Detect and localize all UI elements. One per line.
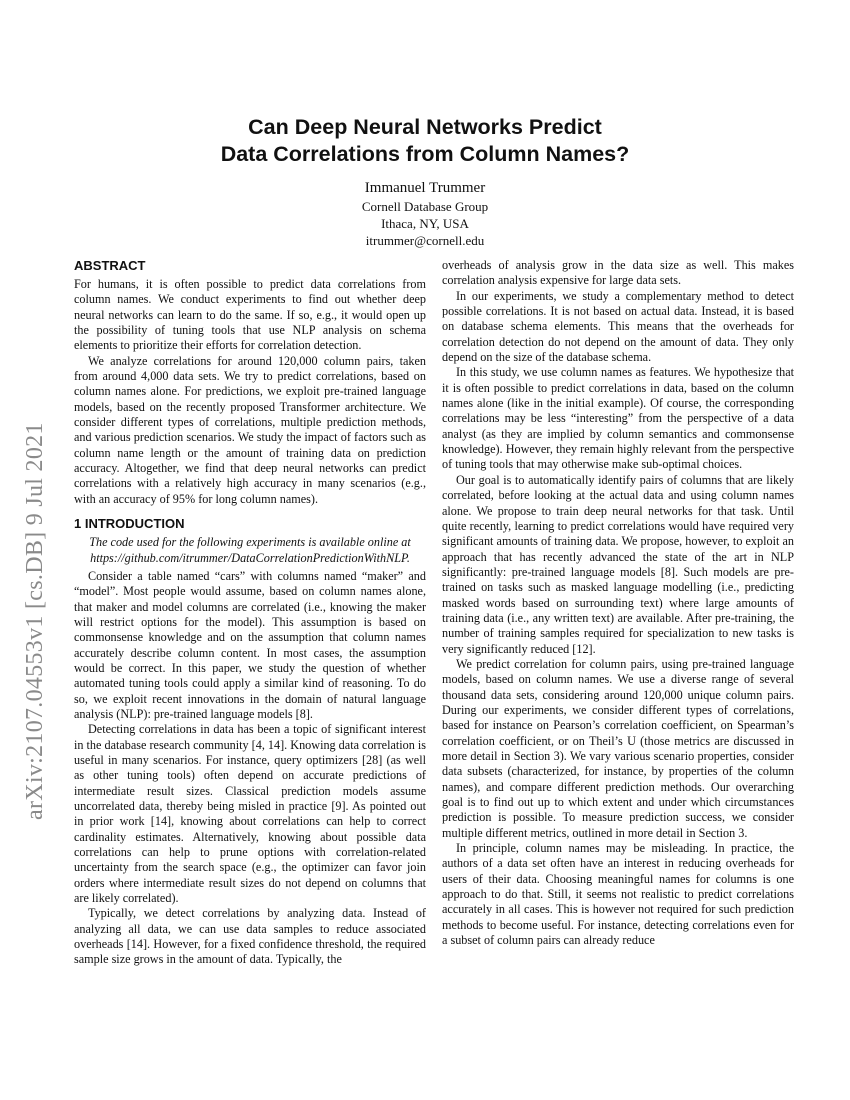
author-name: Immanuel Trummer (364, 180, 486, 196)
author-group: Cornell Database Group (361, 199, 489, 214)
left-column (74, 258, 426, 968)
title-line-2: Data Correlations from Column Names? (220, 142, 630, 166)
intro-paragraph: Detecting correlations in data has been a topic of significant interest in the database research community [4, 14]. Knowing data correlation is useful in many scenarios. For instance, query optimizers [28] (as well as other tuning tools) often depend on accurate predictions of intermediate result sizes. Classical prediction models assume uncorrelated data, thereby being misled in practice [9]. As pointed out in prior work [14], knowing about correlations can help to correct cardinality estimates. Alternatively, knowing about possible data correlations can help to prune options with correlation-related uncertainty from the search space (e.g., the optimizer can favor join orders where intermediate result sizes do not depend on columns that are likely correlated). (74, 722, 426, 906)
author-block (0, 178, 850, 249)
intro-paragraph: In this study, we use column names as features. We hypothesize that it is often possible to predict correlations in data, based on the column names alone (like in the initial example). Of course, the corresponding correlations may be less “interesting” from the perspective of a data analyst (as they are implied by column semantics and commonsense knowledge). However, they remain highly relevant from the perspective of tuning tools that may otherwise make sub-optimal choices. (442, 365, 794, 472)
intro-paragraph: In our experiments, we study a complementary method to detect possible correlations. It is not based on actual data. Instead, it is based on database schema elements. This means that the overheads for correlation detection do not depend on the amount of data. They only depend on the size of the database schema. (442, 288, 794, 365)
author-location: Ithaca, NY, USA (381, 216, 469, 231)
intro-paragraph: We predict correlation for column pairs, using pre-trained language models, based on column names. We use a diverse range of several thousand data sets, considering around 120,000 unique column pairs. During our experiments, we consider different types of correlations, based for instance on Pearson’s correlation coefficient, on Spearman’s correlation coefficient, or on Theil’s U (those metrics are discussed in more detail in Section 3). We vary various scenario properties, consider data subsets (characterized, for instance, by properties of the column names), and compare different prediction methods. Our overarching goal is to find out up to which extent and under which circumstances prediction is possible. To measure prediction success, we consider multiple different metrics, outlined in more detail in Section 3. (442, 656, 794, 840)
abstract-heading: ABSTRACT (74, 258, 146, 273)
arxiv-identifier: arXiv:2107.04553v1 [cs.DB] 9 Jul 2021 (22, 422, 48, 820)
intro-paragraph: Consider a table named “cars” with columns named “maker” and “model”. Most people would assume, based on column names alone, that maker and model columns are correlated (i.e., knowing the maker will restrict options for the model). This assumption is based on commonsense knowledge and on the assumption that column names accurately describe column content. In most cases, the assumption would be correct. In this paper, we study the question of whether automated tuning tools could apply a similar kind of reasoning. To do so, we exploit recent innovations in the domain of natural language analysis (NLP): pre-trained language models [8]. (74, 568, 426, 721)
intro-paragraph-continued: overheads of analysis grow in the data size as well. This makes correlation analysis expensive for large data sets. (442, 258, 794, 288)
intro-paragraph: Our goal is to automatically identify pairs of columns that are likely correlated, before looking at the actual data and using column names alone. We propose to train deep neural networks for that task. Until quite recently, learning to predict correlations would have required very significant amounts of training data. We propose, however, to exploit an approach that has recently advanced the state of the art in NLP significantly: pre-trained language models [8]. Such models are pre-trained on tasks such as masked language modelling (i.e., predicting masked words based on surrounding text) where large amounts of training data (i.e., any written text) are available. After pre-training, the number of training samples required for specialization to new tasks is very significantly reduced [12]. (442, 472, 794, 656)
author-email: itrummer@cornell.edu (365, 233, 485, 248)
introduction-heading: 1 INTRODUCTION (74, 516, 185, 532)
code-availability-note: The code used for the following experiments is available online at https://github.com/itrummer/DataCorrelationPredictionWithNLP. (89, 535, 411, 565)
intro-paragraph: Typically, we detect correlations by analyzing data. Instead of analyzing all data, we can use data samples to reduce associated overheads [14]. However, for a fixed confidence threshold, the required sample size grows in the amount of data. Typically, the (74, 906, 426, 967)
intro-paragraph: In principle, column names may be misleading. In practice, the authors of a data set often have an interest in reducing overheads for users of their data. Choosing meaningful names for columns is one approach to do that. Still, it seems not realistic to predict correlations accurately in all cases. This is however not required for such prediction methods to become useful. For instance, detecting correlations even for a subset of column pairs can already reduce (442, 841, 794, 948)
paper-title (0, 114, 850, 168)
title-line-1: Can Deep Neural Networks Predict (248, 115, 602, 139)
abstract-paragraph: For humans, it is often possible to predict data correlations from column names. We conduct experiments to find out whether deep neural networks can learn to do the same. If so, e.g., it would open up the possibility of tuning tools that use NLP analysis on schema elements to prioritize their efforts for correlation detection. (74, 277, 426, 353)
right-column (442, 258, 794, 948)
abstract-paragraph: We analyze correlations for around 120,000 column pairs, taken from around 4,000 data sets. We try to predict correlations, based on column names alone. For predictions, we exploit pre-trained language models, based on the recently proposed Transformer architecture. We consider different types of correlations, multiple prediction methods, and various prediction scenarios. We study the impact of factors such as column name length or the amount of training data on prediction accuracy. Altogether, we find that deep neural networks can predict correlations with a relatively high accuracy in many scenarios (e.g., with an accuracy of 95% for long column names). (74, 353, 426, 506)
